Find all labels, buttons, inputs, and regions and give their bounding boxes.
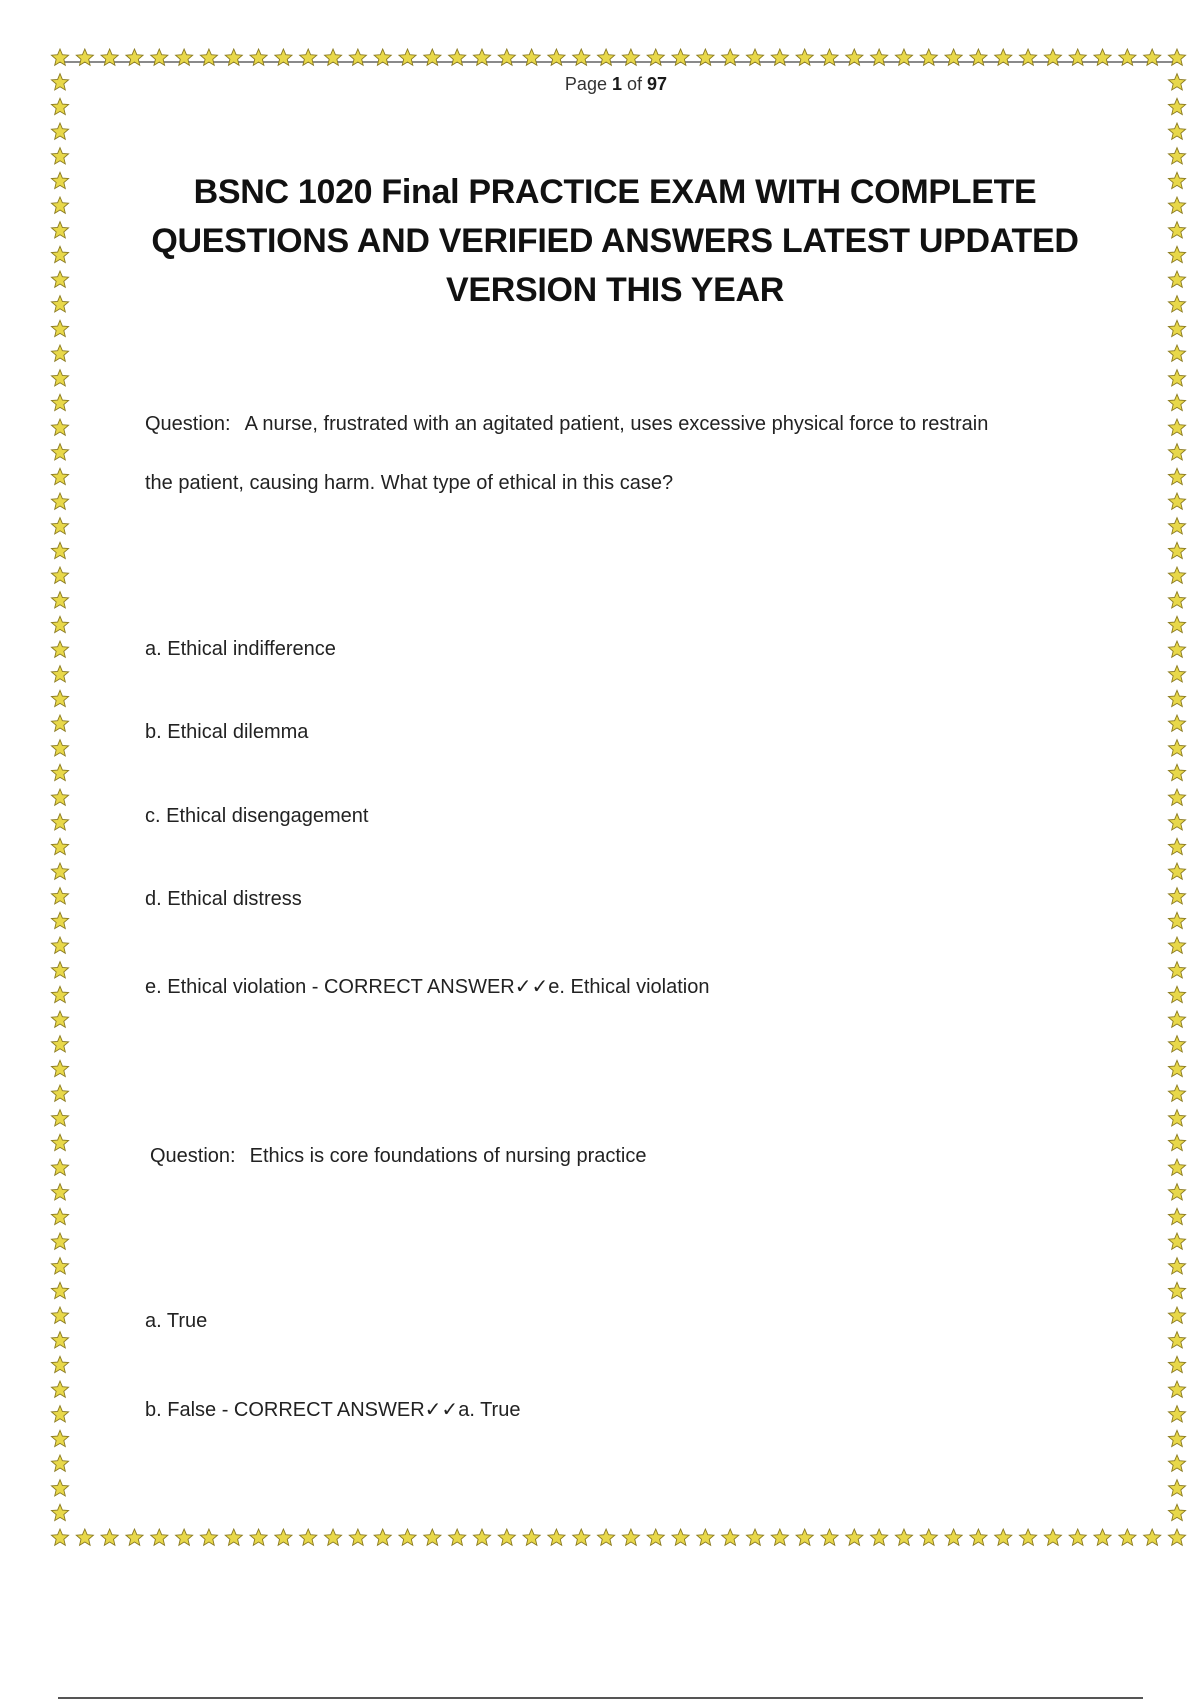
question-1-line-1 — [145, 413, 988, 436]
star-icon — [51, 1356, 68, 1372]
star-icon — [1168, 518, 1185, 534]
star-icon — [51, 1184, 68, 1200]
star-icon — [250, 1529, 267, 1545]
star-icon — [1168, 986, 1185, 1002]
star-icon — [1168, 1455, 1185, 1471]
star-icon — [1168, 197, 1185, 213]
star-icon — [300, 49, 317, 65]
star-icon — [51, 592, 68, 608]
star-icon — [126, 49, 143, 65]
star-icon — [1044, 1529, 1061, 1545]
star-icon — [275, 49, 292, 65]
star-icon — [548, 1529, 565, 1545]
star-icon — [1168, 838, 1185, 854]
star-icon — [1168, 1208, 1185, 1224]
star-icon — [1168, 1282, 1185, 1298]
star-icon — [51, 962, 68, 978]
star-icon — [51, 838, 68, 854]
star-icon — [598, 49, 615, 65]
star-icon — [746, 1529, 763, 1545]
star-icon — [846, 1529, 863, 1545]
star-icon — [424, 1529, 441, 1545]
star-icon — [176, 49, 193, 65]
star-icon — [51, 1011, 68, 1027]
star-icon — [473, 49, 490, 65]
star-icon — [1168, 616, 1185, 632]
star-icon — [51, 1307, 68, 1323]
star-icon — [51, 246, 68, 262]
star-icon — [51, 1430, 68, 1446]
star-icon — [995, 1529, 1012, 1545]
star-icon — [51, 715, 68, 731]
star-icon — [51, 542, 68, 558]
star-icon — [51, 1332, 68, 1348]
star-icon — [697, 1529, 714, 1545]
star-icon — [51, 1233, 68, 1249]
star-icon — [51, 49, 68, 65]
star-icon — [1044, 49, 1061, 65]
star-icon — [1020, 1529, 1037, 1545]
star-icon — [920, 1529, 937, 1545]
star-icon — [300, 1529, 317, 1545]
star-icon — [399, 49, 416, 65]
star-icon — [523, 1529, 540, 1545]
star-icon — [548, 49, 565, 65]
star-icon — [51, 1134, 68, 1150]
star-icon — [1094, 49, 1111, 65]
star-icon — [51, 1060, 68, 1076]
star-icon — [51, 888, 68, 904]
star-icon — [51, 641, 68, 657]
question-1-label: Question: — [145, 413, 231, 435]
star-icon — [1168, 370, 1185, 386]
star-icon — [51, 296, 68, 312]
star-icon — [796, 49, 813, 65]
star-icon — [573, 49, 590, 65]
star-icon — [598, 1529, 615, 1545]
star-icon — [51, 1504, 68, 1520]
star-icon — [51, 518, 68, 534]
star-icon — [1144, 49, 1161, 65]
star-icon — [1168, 740, 1185, 756]
star-icon — [1168, 666, 1185, 682]
star-icon — [920, 49, 937, 65]
star-icon — [324, 1529, 341, 1545]
star-icon — [1168, 1430, 1185, 1446]
star-icon — [51, 814, 68, 830]
star-icon — [349, 49, 366, 65]
star-icon — [796, 1529, 813, 1545]
star-icon — [1168, 912, 1185, 928]
page-number-prefix: Page — [564, 74, 607, 94]
star-icon — [1168, 567, 1185, 583]
star-icon — [51, 370, 68, 386]
star-icon — [51, 493, 68, 509]
star-icon — [101, 49, 118, 65]
title-line-3: VERSION THIS YEAR — [445, 271, 785, 309]
star-icon — [722, 49, 739, 65]
page-number-separator: of — [627, 74, 643, 94]
star-icon — [51, 148, 68, 164]
star-icon — [200, 1529, 217, 1545]
star-icon — [51, 666, 68, 682]
star-icon — [622, 49, 639, 65]
star-icon — [51, 690, 68, 706]
star-icon — [871, 49, 888, 65]
star-icon — [1168, 98, 1185, 114]
star-icon — [1168, 394, 1185, 410]
star-icon — [1168, 1184, 1185, 1200]
star-icon — [449, 1529, 466, 1545]
star-icon — [250, 49, 267, 65]
star-icon — [1168, 123, 1185, 139]
star-icon — [151, 49, 168, 65]
star-icon — [200, 49, 217, 65]
star-icon — [1168, 1504, 1185, 1520]
star-icon — [51, 197, 68, 213]
star-icon — [1168, 148, 1185, 164]
star-icon — [1020, 49, 1037, 65]
star-icon — [51, 1381, 68, 1397]
star-icon — [1168, 690, 1185, 706]
star-icon — [51, 1208, 68, 1224]
star-icon — [1069, 1529, 1086, 1545]
question-1-option-e: e. Ethical violation - CORRECT ANSWER✓✓e. Ethical violation — [145, 976, 710, 998]
star-icon — [51, 98, 68, 114]
question-2-line-1 — [150, 1145, 646, 1168]
star-icon — [1168, 271, 1185, 287]
star-icon — [51, 863, 68, 879]
question-2-option-a: a. True — [145, 1310, 208, 1332]
star-icon — [51, 912, 68, 928]
star-icon — [1144, 1529, 1161, 1545]
star-icon — [498, 49, 515, 65]
document-title — [130, 168, 1100, 315]
star-icon — [449, 49, 466, 65]
star-icon — [771, 1529, 788, 1545]
star-icon — [374, 1529, 391, 1545]
star-icon — [1168, 542, 1185, 558]
star-icon — [945, 49, 962, 65]
star-icon — [225, 49, 242, 65]
star-icon — [1168, 715, 1185, 731]
star-icon — [647, 49, 664, 65]
star-icon — [1168, 641, 1185, 657]
star-icon — [1094, 1529, 1111, 1545]
star-icon — [126, 1529, 143, 1545]
star-icon — [1168, 468, 1185, 484]
star-icon — [1168, 1233, 1185, 1249]
star-icon — [51, 1085, 68, 1101]
star-icon — [1168, 246, 1185, 262]
star-icon — [1168, 863, 1185, 879]
star-icon — [424, 49, 441, 65]
star-icon — [1168, 592, 1185, 608]
star-icon — [51, 764, 68, 780]
title-line-2: QUESTIONS AND VERIFIED ANSWERS LATEST UPDATED — [151, 222, 1079, 260]
star-icon — [672, 1529, 689, 1545]
star-icon — [51, 1258, 68, 1274]
star-icon — [473, 1529, 490, 1545]
star-icon — [1168, 345, 1185, 361]
star-icon — [1119, 49, 1136, 65]
star-icon — [1168, 296, 1185, 312]
star-icon — [51, 468, 68, 484]
star-icon — [51, 444, 68, 460]
star-icon — [176, 1529, 193, 1545]
star-icon — [1168, 1480, 1185, 1496]
star-icon — [1168, 493, 1185, 509]
star-icon — [1168, 1529, 1185, 1545]
star-icon — [51, 1159, 68, 1175]
star-icon — [523, 49, 540, 65]
star-icon — [1168, 1011, 1185, 1027]
star-icon — [1168, 1356, 1185, 1372]
question-1-text-line-1: A nurse, frustrated with an agitated patient, uses excessive physical force to restrain — [244, 413, 989, 435]
star-icon — [1168, 1307, 1185, 1323]
star-icon — [821, 49, 838, 65]
star-icon — [1168, 49, 1185, 65]
star-icon — [51, 789, 68, 805]
star-icon — [374, 49, 391, 65]
star-icon — [76, 49, 93, 65]
star-icon — [1168, 888, 1185, 904]
star-icon — [51, 937, 68, 953]
star-icon — [1168, 1134, 1185, 1150]
star-icon — [51, 222, 68, 238]
star-icon — [846, 49, 863, 65]
star-icon — [1168, 172, 1185, 188]
page-number — [0, 74, 1200, 95]
star-icon — [1168, 962, 1185, 978]
star-icon — [771, 49, 788, 65]
star-icon — [51, 1480, 68, 1496]
star-icon — [945, 1529, 962, 1545]
star-icon — [697, 49, 714, 65]
star-icon — [51, 345, 68, 361]
title-line-1: BSNC 1020 Final PRACTICE EXAM WITH COMPLETE — [193, 173, 1037, 211]
star-icon — [275, 1529, 292, 1545]
star-icon — [225, 1529, 242, 1545]
star-icon — [51, 1036, 68, 1052]
star-icon — [1168, 1060, 1185, 1076]
star-icon — [51, 986, 68, 1002]
star-icon — [51, 567, 68, 583]
star-icon — [1069, 49, 1086, 65]
question-1-option-a: a. Ethical indifference — [145, 638, 336, 660]
star-icon — [821, 1529, 838, 1545]
star-icon — [349, 1529, 366, 1545]
star-icon — [51, 1455, 68, 1471]
star-icon — [1168, 1159, 1185, 1175]
star-icon — [76, 1529, 93, 1545]
star-icon — [51, 320, 68, 336]
star-icon — [151, 1529, 168, 1545]
star-icon — [1168, 320, 1185, 336]
star-icon — [1168, 1406, 1185, 1422]
question-2-option-b: b. False - CORRECT ANSWER✓✓a. True — [145, 1399, 521, 1421]
star-icon — [51, 172, 68, 188]
star-icon — [1168, 444, 1185, 460]
star-icon — [647, 1529, 664, 1545]
star-icon — [672, 49, 689, 65]
star-icon — [1119, 1529, 1136, 1545]
star-icon — [1168, 222, 1185, 238]
star-icon — [324, 49, 341, 65]
bottom-rule — [58, 1697, 1143, 1699]
page-number-current: 1 — [611, 74, 622, 94]
star-icon — [51, 271, 68, 287]
star-icon — [722, 1529, 739, 1545]
star-icon — [1168, 1085, 1185, 1101]
star-icon — [1168, 1332, 1185, 1348]
star-icon — [51, 394, 68, 410]
star-icon — [1168, 764, 1185, 780]
star-icon — [895, 1529, 912, 1545]
star-icon — [1168, 937, 1185, 953]
question-1-option-d: d. Ethical distress — [145, 888, 302, 910]
star-icon — [498, 1529, 515, 1545]
page-number-total: 97 — [647, 74, 668, 94]
star-icon — [51, 1529, 68, 1545]
star-icon — [51, 1110, 68, 1126]
star-icon — [51, 123, 68, 139]
star-icon — [970, 49, 987, 65]
question-2-text-line-1: Ethics is core foundations of nursing practice — [249, 1145, 647, 1167]
star-icon — [1168, 1258, 1185, 1274]
star-icon — [51, 740, 68, 756]
star-icon — [1168, 1036, 1185, 1052]
question-2-label: Question: — [150, 1145, 236, 1167]
star-icon — [1168, 814, 1185, 830]
star-icon — [51, 616, 68, 632]
star-icon — [1168, 789, 1185, 805]
star-icon — [871, 1529, 888, 1545]
star-icon — [746, 49, 763, 65]
star-icon — [399, 1529, 416, 1545]
star-icon — [895, 49, 912, 65]
star-icon — [573, 1529, 590, 1545]
star-icon — [51, 1406, 68, 1422]
star-icon — [51, 1282, 68, 1298]
question-1-option-c: c. Ethical disengagement — [145, 805, 369, 827]
question-1-text-line-2: the patient, causing harm. What type of ethical in this case? — [145, 472, 674, 494]
question-1-option-b: b. Ethical dilemma — [145, 721, 309, 743]
star-icon — [622, 1529, 639, 1545]
star-icon — [1168, 1381, 1185, 1397]
star-icon — [101, 1529, 118, 1545]
star-icon — [995, 49, 1012, 65]
star-icon — [970, 1529, 987, 1545]
star-icon — [1168, 1110, 1185, 1126]
star-icon — [51, 419, 68, 435]
star-icon — [1168, 419, 1185, 435]
